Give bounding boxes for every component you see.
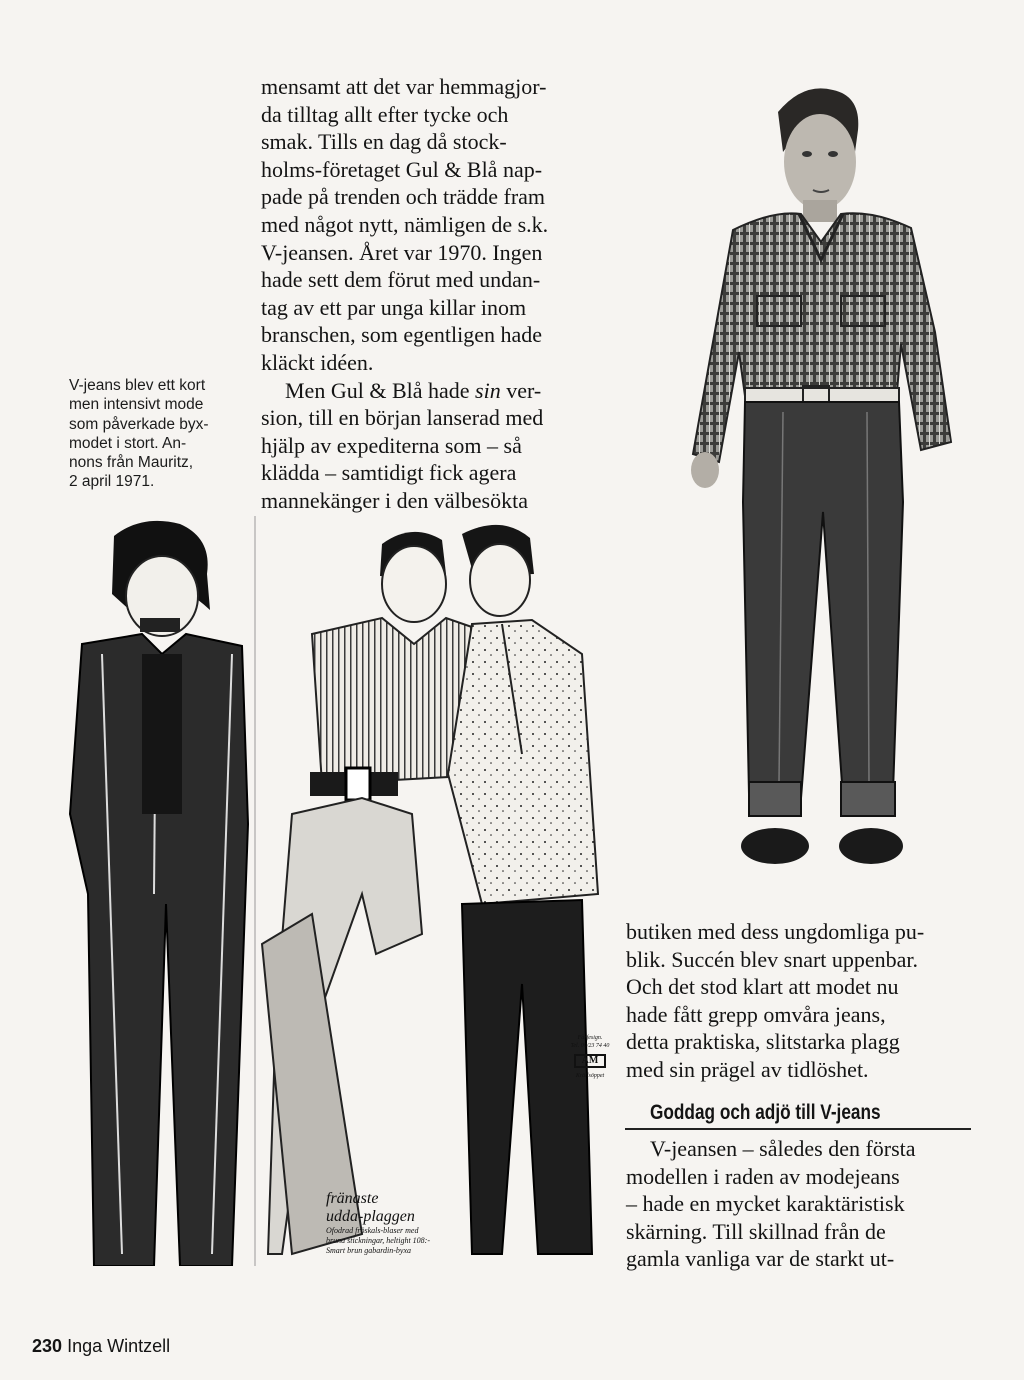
text-line: – hade en mycket karaktäristisk (626, 1191, 905, 1217)
store-line: Krällsöppet (575, 1073, 605, 1079)
text-line: modellen i raden av modejeans (626, 1163, 900, 1189)
page-number: 230 (32, 1336, 63, 1356)
ad-heading: fränaste (326, 1190, 379, 1207)
right-text-column-2 (626, 1135, 986, 1273)
text-line: hade sett dem förut med undan- (261, 267, 541, 293)
store-line: Fårfesign. (577, 1035, 603, 1041)
text-line (261, 377, 601, 405)
text-line: V-jeansen – således den första (650, 1136, 916, 1161)
store-line: Tel. 00/23 74 40 (570, 1043, 610, 1049)
text-span: Men Gul & Blå hade (285, 377, 470, 403)
caption-line: nons från Mauritz, (69, 454, 194, 472)
caption-line: men intensivt mode (69, 396, 204, 414)
man-photo-illustration (683, 82, 973, 890)
text-line: skärning. Till skillnad från de (626, 1218, 886, 1244)
text-line: Och det stod klart att modet nu (626, 974, 899, 1000)
caption-line: V-jeans blev ett kort (69, 377, 206, 394)
text-line: tag av ett par unga killar inom (261, 294, 527, 320)
text-line: hade fått grepp omvåra jeans, (626, 1001, 886, 1027)
page-footer (32, 1336, 170, 1357)
right-text-column (626, 918, 986, 1084)
text-line: blik. Succén blev snart uppenbar. (626, 946, 919, 972)
text-line: da tilltag allt efter tycke och (261, 101, 509, 127)
text-line: branschen, som egentligen hade (261, 322, 543, 348)
text-line: klädda – samtidigt fick agera (261, 460, 517, 486)
author-name: Inga Wintzell (67, 1336, 171, 1356)
caption-line: som påverkade byx- (69, 415, 209, 433)
text-line: kläckt idéen. (261, 349, 374, 375)
fashion-ad-illustration (62, 514, 602, 1266)
caption-line: modet i stort. An- (69, 434, 187, 452)
ad-line: Smart brun gabardin-byxa (326, 1246, 412, 1255)
store-logo: AM (574, 1054, 607, 1068)
ad-text-block (326, 1190, 430, 1256)
text-span: ver- (506, 377, 542, 403)
text-line: pade på trenden och trädde fram (261, 184, 546, 210)
italic-word: sin (475, 377, 501, 403)
text-line: butiken med dess ungdomliga pu- (626, 919, 925, 944)
ad-heading: udda-plaggen (326, 1208, 415, 1225)
ad-line: Ofodrad fröskals-blaser med (326, 1226, 419, 1235)
ad-line: bruna stickningar, heltight 108:- (326, 1236, 430, 1245)
caption-line: 2 april 1971. (69, 473, 155, 491)
text-line: V-jeansen. Året var 1970. Ingen (261, 239, 543, 265)
figure-caption (69, 376, 244, 492)
text-line: hjälp av expediterna som – så (261, 432, 522, 458)
text-line: med något nytt, nämligen de s.k. (261, 211, 549, 237)
subheading-rule (625, 1128, 971, 1130)
text-line: mensamt att det var hemmagjor- (261, 74, 547, 99)
section-subheading: Goddag och adjö till V-jeans (650, 1101, 881, 1124)
main-text-column (261, 73, 601, 515)
ad-store-block (560, 1034, 620, 1080)
text-line: smak. Tills en dag då stock- (261, 129, 507, 155)
text-line: mannekänger i den välbesökta (261, 487, 528, 513)
text-line: gamla vanliga var de starkt ut- (626, 1246, 895, 1272)
text-line: sion, till en början lanserad med (261, 405, 544, 431)
text-line: detta praktiska, slitstarka plagg (626, 1029, 900, 1055)
text-line: med sin prägel av tidlöshet. (626, 1056, 869, 1082)
text-line: holms-företaget Gul & Blå nap- (261, 156, 543, 182)
